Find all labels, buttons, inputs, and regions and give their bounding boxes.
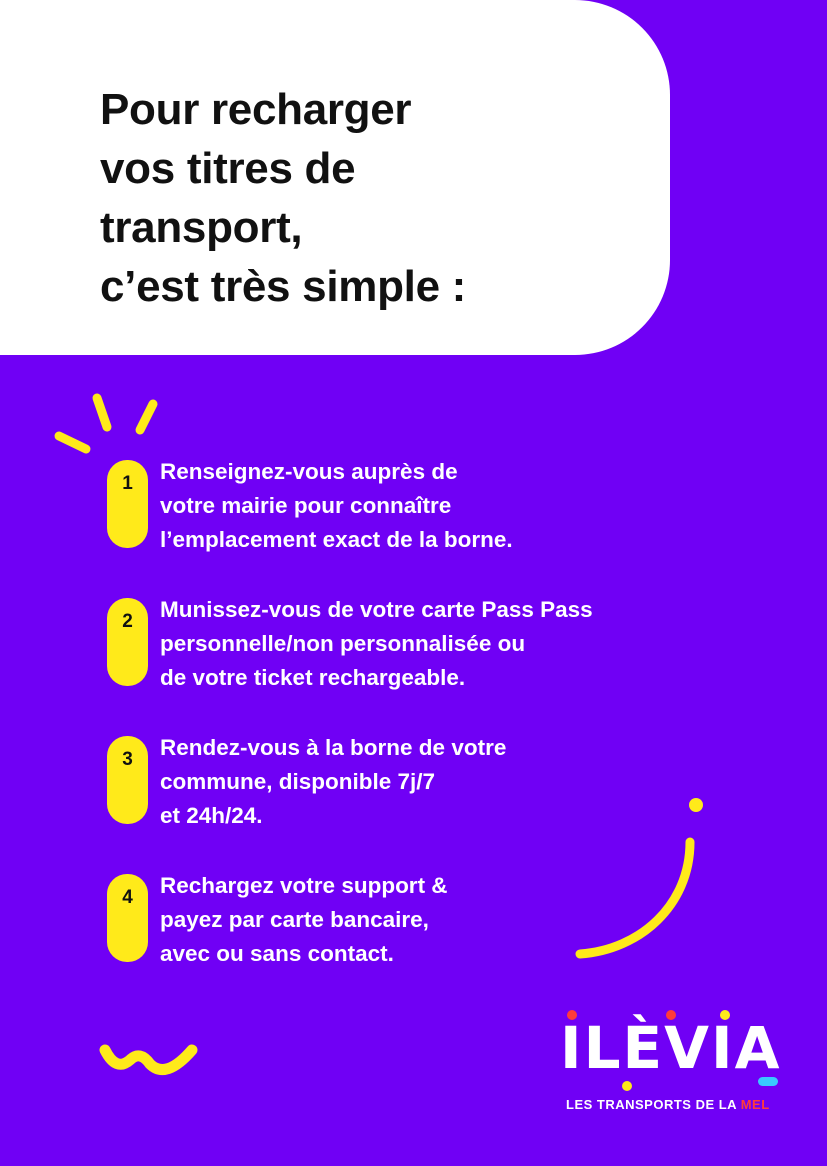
step-text xyxy=(160,593,720,695)
step-line: Renseignez-vous auprès de xyxy=(160,459,458,484)
step-line: Rendez-vous à la borne de votre xyxy=(160,735,507,760)
step-line: personnelle/non personnalisée ou xyxy=(160,631,526,656)
step-number: 3 xyxy=(122,749,133,770)
logo-tagline xyxy=(566,1097,770,1112)
ilevia-logo xyxy=(560,1005,785,1115)
step-number: 2 xyxy=(122,611,133,632)
step-line: payez par carte bancaire, xyxy=(160,907,429,932)
title-line: Pour recharger xyxy=(100,85,412,134)
title-line: transport, xyxy=(100,203,303,252)
step-number-badge xyxy=(107,460,148,548)
step-line: avec ou sans contact. xyxy=(160,941,394,966)
sparkle-icon xyxy=(59,398,153,449)
step-line: l’emplacement exact de la borne. xyxy=(160,527,513,552)
step-line: commune, disponible 7j/7 xyxy=(160,769,436,794)
step-text xyxy=(160,869,720,971)
tagline-text: LES TRANSPORTS DE LA xyxy=(566,1097,737,1112)
wave-icon xyxy=(105,1050,192,1070)
step-number: 1 xyxy=(122,473,133,494)
step-number-badge xyxy=(107,874,148,962)
step-line: Munissez-vous de votre carte Pass Pass xyxy=(160,597,593,622)
step-text xyxy=(160,731,720,833)
step-number-badge xyxy=(107,598,148,686)
logo-wordmark: ILÈVIA xyxy=(560,1014,782,1082)
step-line: et 24h/24. xyxy=(160,803,263,828)
step-number: 4 xyxy=(122,887,133,908)
tagline-mel: MEL xyxy=(740,1097,770,1112)
title-line: vos titres de xyxy=(100,144,356,193)
step-text xyxy=(160,455,720,557)
step-number-badge xyxy=(107,736,148,824)
title-line: c’est très simple : xyxy=(100,262,467,311)
step-line: Rechargez votre support & xyxy=(160,873,448,898)
step-line: de votre ticket rechargeable. xyxy=(160,665,466,690)
step-line: votre mairie pour connaître xyxy=(160,493,452,518)
